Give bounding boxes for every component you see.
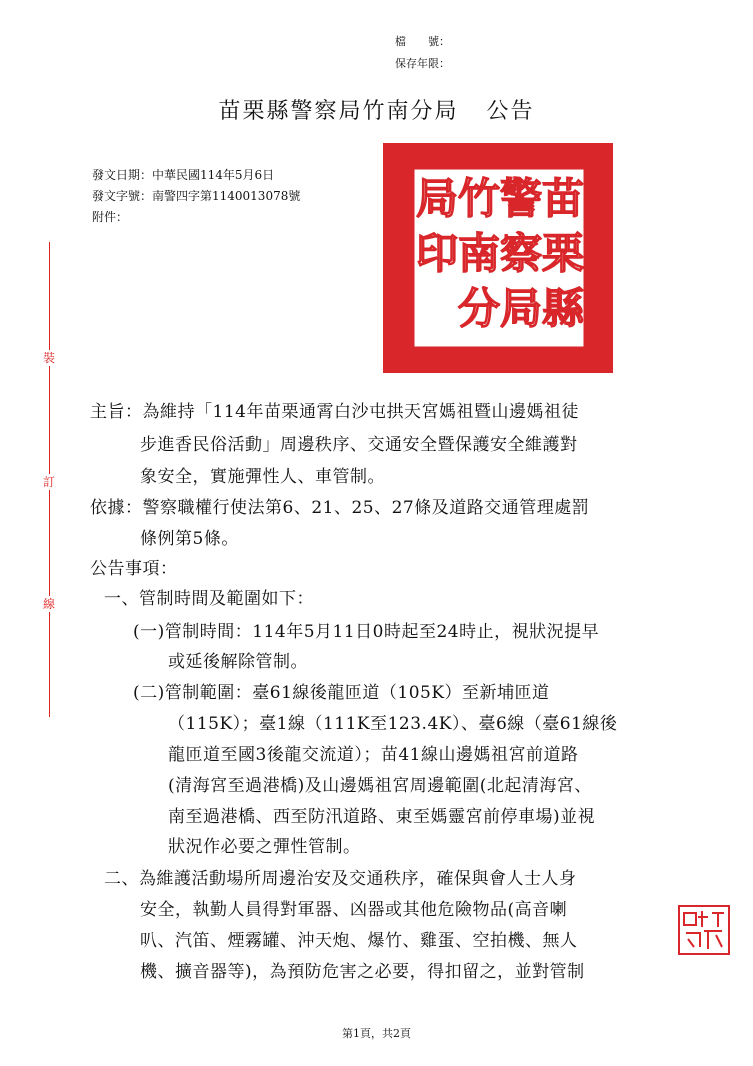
page-footer: 第1頁，共2頁 [342,1027,411,1040]
svg-text:印: 印 [415,229,459,278]
svg-text:局: 局 [415,174,459,223]
agency-name: 苗栗縣警察局竹南分局 [218,99,459,124]
issue-info [92,165,300,228]
subject-line-3: 象安全，實施彈性人、車管制。 [140,467,385,487]
page-title [0,94,753,125]
notice-heading: 公告事項： [90,559,178,579]
subject-line-1: 主旨：為維持「114年苗栗通霄白沙屯拱天宮媽祖暨山邊媽祖徒 [90,402,579,422]
svg-text:苗: 苗 [541,174,585,223]
retention-label: 保存年限： [395,57,450,70]
binding-mark-3: 線 [42,597,55,611]
binding-mark-2: 訂 [42,475,55,489]
svg-text:竹: 竹 [457,174,501,223]
official-seal-stamp [383,143,613,373]
binding-mark-1: 裝 [42,351,55,365]
item1-2-line-6: 狀況作必要之彈性管制。 [168,837,361,857]
item1-2-line-3: 龍匝道至國3後龍交流道）；苗41線山邊媽祖宮前道路 [168,745,579,765]
page-seal-stamp [678,905,730,955]
item2-line-3: 叭、汽笛、煙霧罐、沖天炮、爆竹、雞蛋、空拍機、無人 [140,931,578,951]
subject-line-2: 步進香民俗活動」周邊秩序、交通安全暨保護安全維護對 [140,435,578,455]
item2-line-1: 二、為維護活動場所周邊治安及交通秩序，確保與會人士人身 [104,869,577,889]
svg-text:察: 察 [499,229,543,278]
svg-text:南: 南 [457,229,501,278]
svg-text:栗: 栗 [541,229,585,278]
svg-text:分: 分 [457,284,501,333]
attachment-label: 附件： [92,210,129,224]
svg-text:局: 局 [499,284,543,333]
basis-line-1: 依據：警察職權行使法第6、21、25、27條及道路交通管理處罰 [90,498,590,518]
item1-heading: 一、管制時間及範圍如下： [104,589,314,609]
file-number-label: 檔 號： [395,35,450,48]
item1-2-line-1: (二)管制範圍：臺61線後龍匝道（105K）至新埔匝道 [133,683,550,703]
item1-2-line-5: 南至過港橋、西至防汛道路、東至媽靈宮前停車場)並視 [168,807,596,827]
issue-date: 發文日期：中華民國114年5月6日 [92,168,275,182]
basis-line-2: 條例第5條。 [140,529,239,549]
svg-text:警: 警 [499,174,543,223]
item2-line-2: 安全，執勤人員得對軍器、凶器或其他危險物品(高音喇 [140,900,568,920]
item1-1-line-1: (一)管制時間：114年5月11日0時起至24時止，視狀況提早 [133,622,600,642]
item2-line-4: 機、擴音器等)，為預防危害之必要，得扣留之，並對管制 [140,962,585,982]
svg-text:縣: 縣 [541,284,585,333]
item1-2-line-4: (清海宮至過港橋)及山邊媽祖宮周邊範圍(北起清海宮、 [168,776,592,796]
file-meta [395,31,450,75]
doc-type: 公告 [486,99,535,124]
item1-1-line-2: 或延後解除管制。 [168,652,308,672]
item1-2-line-2: （115K）；臺1線（111K至123.4K）、臺6線（臺61線後 [168,714,618,734]
issue-number: 發文字號：南警四字第1140013078號 [92,189,301,203]
